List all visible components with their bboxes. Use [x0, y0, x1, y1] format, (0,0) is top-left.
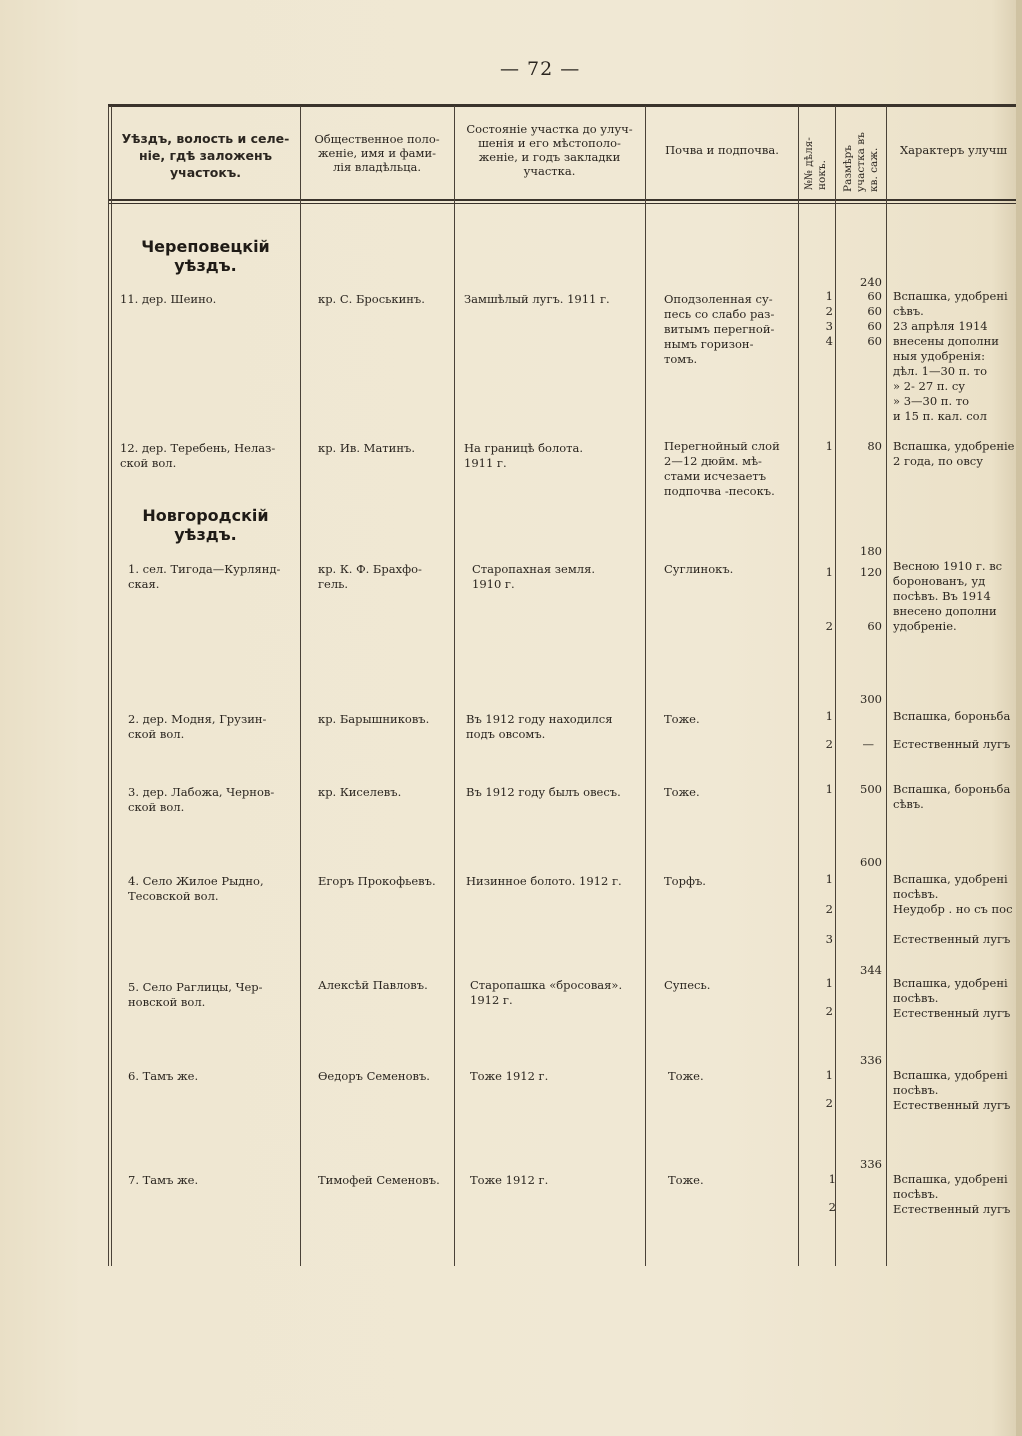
row-place: 1. сел. Тигода—Курлянд- ская. [128, 562, 281, 591]
row-soil: Тоже. [664, 712, 700, 726]
row-owner: кр. К. Ф. Брахфо- гель. [318, 562, 422, 591]
row-state: Низинное болото. 1912 г. [466, 874, 622, 888]
row-state: Тоже 1912 г. [470, 1069, 549, 1083]
row-state: Старопашка «бросовая». 1912 г. [470, 978, 623, 1007]
row-character: Вспашка, удобрені посѣвъ. Естественный лугъ [893, 1172, 1011, 1216]
row-plots: 1 2 [825, 1068, 833, 1110]
row-sizes: 120 60 [860, 565, 882, 633]
row-place: 2. дер. Модня, Грузин- ской вол. [128, 712, 267, 741]
row-owner: кр. Барышниковъ. [318, 712, 430, 726]
row-state: Замшѣлый лугъ. 1911 г. [464, 292, 610, 306]
row-character: Вспашка, удобрені посѣвъ. Естественный лугъ [893, 1068, 1011, 1112]
row-place: 4. Село Жилое Рыдно, Тесовской вол. [128, 874, 264, 903]
row-soil: Перегнойный слой 2—12 дюйм. мѣ- стами исчезаетъ подпочва -песокъ. [664, 439, 780, 498]
row-total-size: 300 [860, 692, 882, 706]
row-state: Въ 1912 году былъ овесъ. [466, 785, 621, 799]
row-state: Въ 1912 году находился подъ овсомъ. [466, 712, 613, 741]
row-plots: 1 2 3 4 [825, 289, 833, 348]
row-owner: Егоръ Прокофьевъ. [318, 874, 436, 888]
row-soil: Супесь. [664, 978, 711, 992]
row-total-size: 240 [860, 275, 882, 289]
row-place: 11. дер. Шеино. [120, 292, 217, 306]
row-sizes: 500 [860, 782, 882, 796]
row-character: Вспашка, бороньба сѣвъ. [893, 782, 1011, 811]
header-state: Состояніе участка до улуч- шенія и его мѣстополо- женіе, и годъ закладки участка. [466, 122, 633, 178]
row-owner: Ѳедоръ Семеновъ. [318, 1069, 430, 1083]
row-plots: 1 2 [825, 565, 833, 633]
row-total-size: 180 [860, 544, 882, 558]
header-plot-size: Размѣръ участка въ кв. саж. [842, 132, 880, 192]
header-district: Уѣздъ, волость и селе- ніе, гдѣ заложенъ участокъ. [121, 131, 290, 180]
row-sizes: — [862, 737, 874, 751]
header-bottom-rule [108, 199, 1022, 201]
row-plots: 1 2 3 [825, 872, 833, 946]
row-plots: 1 [825, 782, 833, 796]
row-owner: кр. Ив. Матинъ. [318, 441, 415, 455]
row-soil: Торфъ. [664, 874, 706, 888]
page-edge-shadow [1016, 0, 1022, 1436]
row-soil: Тоже. [668, 1173, 704, 1187]
row-character: Вспашка, бороньба Естественный лугъ [893, 709, 1011, 751]
row-total-size: 600 [860, 855, 882, 869]
row-soil: Суглинокъ. [664, 562, 734, 576]
row-plots: 1 2 [825, 709, 833, 751]
row-sizes: 60 60 60 60 [867, 289, 882, 348]
header-bottom-rule-2 [108, 203, 1022, 204]
header-character: Характеръ улучш [900, 143, 1008, 157]
column-line [835, 106, 836, 1266]
row-owner: кр. Киселевъ. [318, 785, 402, 799]
row-owner: Тимофей Семеновъ. [318, 1173, 440, 1187]
row-character: Вспашка, удобрені посѣвъ. Неудобр . но съ пос Естественный лугъ [893, 872, 1013, 946]
row-owner: Алексѣй Павловъ. [318, 978, 428, 992]
column-line [454, 106, 455, 1266]
column-line-left-2 [111, 106, 112, 1266]
row-plots: 1 2 [828, 1172, 836, 1214]
row-state: На границѣ болота. 1911 г. [464, 441, 584, 470]
row-place: 12. дер. Теребень, Нелаз- ской вол. [120, 441, 276, 470]
row-total-size: 336 [860, 1053, 882, 1067]
row-total-size: 336 [860, 1157, 882, 1171]
row-soil: Тоже. [668, 1069, 704, 1083]
row-sizes: 80 [867, 439, 882, 453]
column-line [300, 106, 301, 1266]
row-soil: Оподзоленная су- песь со слабо раз- витымъ перегной- нымъ горизон- томъ. [664, 292, 775, 366]
row-owner: кр. С. Броськинъ. [318, 292, 425, 306]
column-line [645, 106, 646, 1266]
column-line [886, 106, 887, 1266]
table-top-rule [108, 104, 1022, 107]
row-total-size: 344 [860, 963, 882, 977]
header-plot-numbers: №№ дѣля- нокъ. [803, 137, 828, 190]
row-character: Вспашка, удобреніе 2 года, по овсу [893, 439, 1015, 468]
row-place: 5. Село Раглицы, Чер- новской вол. [128, 980, 263, 1009]
row-place: 6. Тамъ же. [128, 1069, 199, 1083]
row-plots: 1 2 [825, 976, 833, 1018]
column-line-left [108, 106, 109, 1266]
row-state: Старопахная земля. 1910 г. [472, 562, 595, 591]
section-title-novgorod: Новгородскій уѣздъ. [142, 506, 269, 544]
row-state: Тоже 1912 г. [470, 1173, 549, 1187]
row-character: Весною 1910 г. вс боронованъ, уд посѣвъ. Въ 1914 внесено дополни удобреніе. [893, 559, 1003, 633]
row-character: Вспашка, удобрені сѣвъ. 23 апрѣля 1914 внесены дополни ныя удобренія: дѣл. 1—30 п. то » 2- 27 п. су » 3—30 п. то и 15 п. кал. сол [893, 289, 1008, 423]
section-title-cherepovets: Череповецкій уѣздъ. [141, 237, 270, 275]
header-soil: Почва и подпочва. [665, 143, 779, 157]
page-number: — 72 — [500, 58, 581, 80]
row-place: 3. дер. Лабожа, Чернов- ской вол. [128, 785, 275, 814]
column-line [798, 106, 799, 1266]
row-place: 7. Тамъ же. [128, 1173, 199, 1187]
row-soil: Тоже. [664, 785, 700, 799]
row-plots: 1 [825, 439, 833, 453]
header-owner: Общественное поло- женіе, имя и фами- лія владѣльца. [314, 132, 440, 174]
row-character: Вспашка, удобрені посѣвъ. Естественный лугъ [893, 976, 1011, 1020]
